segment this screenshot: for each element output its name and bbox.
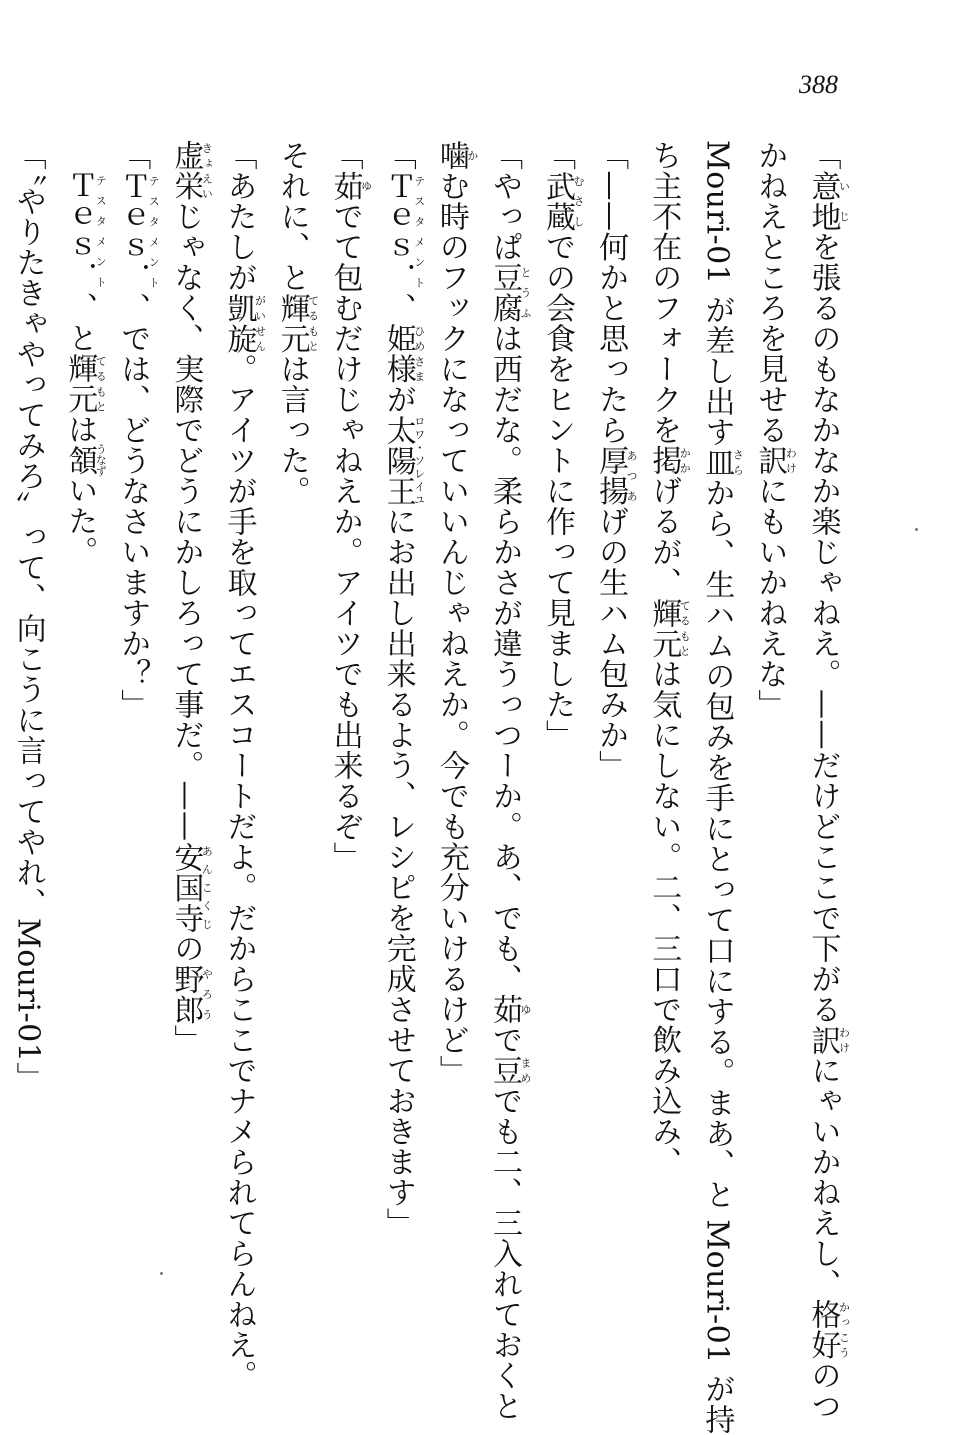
furigana-word: 太陽王ロワ・ソレイユ <box>380 414 426 506</box>
furigana-word: 輝元てるもと <box>274 292 320 354</box>
furigana-word: Ｔｅｓ．テスタメント <box>115 170 161 293</box>
text-line: 「意地いじを張るのもなかなか楽じゃねえ。——だけどここで下がる訳わけにゃいかねえし、格好かっこうのつ <box>805 140 851 1421</box>
text-line: Mouri-01 が差し出す皿さらから、生ハムの包みを手にとって口にする。まあ、と Mouri-01 が持 <box>699 140 745 1435</box>
text-line: 「茹ゆでて包むだけじゃねえか。アイツでも出来るぞ」 <box>327 140 373 872</box>
furigana-reading: やろう <box>200 963 214 1025</box>
furigana-reading: わけ <box>784 445 798 476</box>
furigana-reading: か <box>465 140 479 171</box>
vertical-text-body <box>10 140 851 1435</box>
furigana-reading: かか <box>678 445 692 476</box>
text-line: Ｔｅｓ．テスタメント、と輝元てるもとは頷うなずいた。 <box>62 170 108 567</box>
furigana-reading: てるもと <box>306 292 320 354</box>
furigana-reading: てるもと <box>678 597 692 659</box>
furigana-reading: まめ <box>518 1055 532 1086</box>
furigana-reading: テスタメント <box>412 170 426 293</box>
furigana-reading: ロワ・ソレイユ <box>412 414 426 506</box>
furigana-word: 豆腐とうふ <box>486 262 532 323</box>
furigana-word: 皿さら <box>699 446 745 478</box>
furigana-word: 訳わけ <box>805 1024 851 1055</box>
text-line: 「〝やりたきゃやってみろ〟って、向こうに言ってやれ、Mouri-01」 <box>10 140 46 1093</box>
furigana-word: 姫様ひめさま <box>380 323 426 384</box>
furigana-reading: かっこう <box>837 1299 851 1360</box>
page-number: 388 <box>799 70 838 99</box>
furigana-reading: いじ <box>837 170 851 232</box>
furigana-word: 虚栄きょえい <box>168 140 214 201</box>
furigana-reading: あんこくじ <box>200 841 214 933</box>
text-line: 「あたしが凱旋がいせん。アイツが手を取ってエスコートだよ。だからここでナメられてらんねえ。 <box>221 140 267 1391</box>
furigana-word: 茹ゆ <box>327 170 373 201</box>
furigana-word: 格好かっこう <box>805 1299 851 1360</box>
furigana-word: 掲かか <box>646 445 692 476</box>
scan-speck <box>915 528 918 531</box>
furigana-word: Ｔｅｓ．テスタメント <box>380 170 426 293</box>
furigana-word: 意地いじ <box>805 170 851 232</box>
furigana-reading: ゆ <box>359 170 373 201</box>
furigana-word: 頷うなず <box>62 443 108 477</box>
furigana-word: 野郎やろう <box>168 963 214 1025</box>
furigana-reading: きょえい <box>200 140 214 201</box>
furigana-word: 凱旋がいせん <box>221 292 267 354</box>
furigana-reading: ゆ <box>518 994 532 1025</box>
furigana-reading: わけ <box>837 1024 851 1055</box>
text-line: 虚栄きょえいじゃなく、実際でどうにかしろって事だ。——安国寺あんこくじの野郎やろう」 <box>168 140 214 1055</box>
text-line: 噛かむ時のフックになっていいんじゃねえか。今でも充分いけるけど」 <box>433 140 479 1086</box>
furigana-reading: さら <box>731 446 745 478</box>
furigana-word: 輝元てるもと <box>646 597 692 659</box>
furigana-word: Ｔｅｓ．テスタメント <box>62 170 108 292</box>
text-line: 「やっぱ豆腐とうふは西だな。柔らかさが違うっつーか。あ、でも、茹ゆで豆まめでも二、三入れておくと <box>486 140 532 1421</box>
furigana-reading: あつあ <box>625 445 639 506</box>
furigana-word: 訳わけ <box>752 445 798 476</box>
furigana-word: 厚揚あつあ <box>593 445 639 506</box>
furigana-word: 輝元てるもと <box>62 353 108 414</box>
furigana-reading: テスタメント <box>147 170 161 293</box>
furigana-word: 茹ゆ <box>486 994 532 1025</box>
furigana-reading: ひめさま <box>412 323 426 384</box>
furigana-word: 噛か <box>433 140 479 171</box>
text-line: 「——何かと思ったら厚揚あつあげの生ハム包みか」 <box>593 140 639 781</box>
furigana-reading: うなず <box>94 443 108 477</box>
furigana-word: 武蔵むさし <box>540 170 586 232</box>
furigana-word: 安国寺あんこくじ <box>168 841 214 933</box>
text-line: ち主不在のフォークを掲かかげるが、輝元てるもとは気にしない。二、三口で飲み込み、 <box>646 140 692 1177</box>
scan-speck <box>160 1272 163 1275</box>
text-line: 「Ｔｅｓ．テスタメント、では、どうなさいますか？」 <box>115 140 161 720</box>
text-line: かねえところを見せる訳わけにもいかねえな」 <box>752 140 798 720</box>
furigana-reading: がいせん <box>253 292 267 354</box>
furigana-reading: てるもと <box>94 353 108 414</box>
text-line: 「Ｔｅｓ．テスタメント、姫様ひめさまが太陽王ロワ・ソレイユにお出し出来るよう、レシピを完成させておきます」 <box>380 140 426 1238</box>
furigana-word: 豆まめ <box>486 1055 532 1086</box>
text-line: 「武蔵むさしでの会食をヒントに作って見ました」 <box>540 140 586 750</box>
furigana-reading: とうふ <box>518 262 532 323</box>
text-line: それに、と輝元てるもとは言った。 <box>274 140 320 506</box>
furigana-reading: むさし <box>572 170 586 232</box>
furigana-reading: テスタメント <box>94 170 108 292</box>
